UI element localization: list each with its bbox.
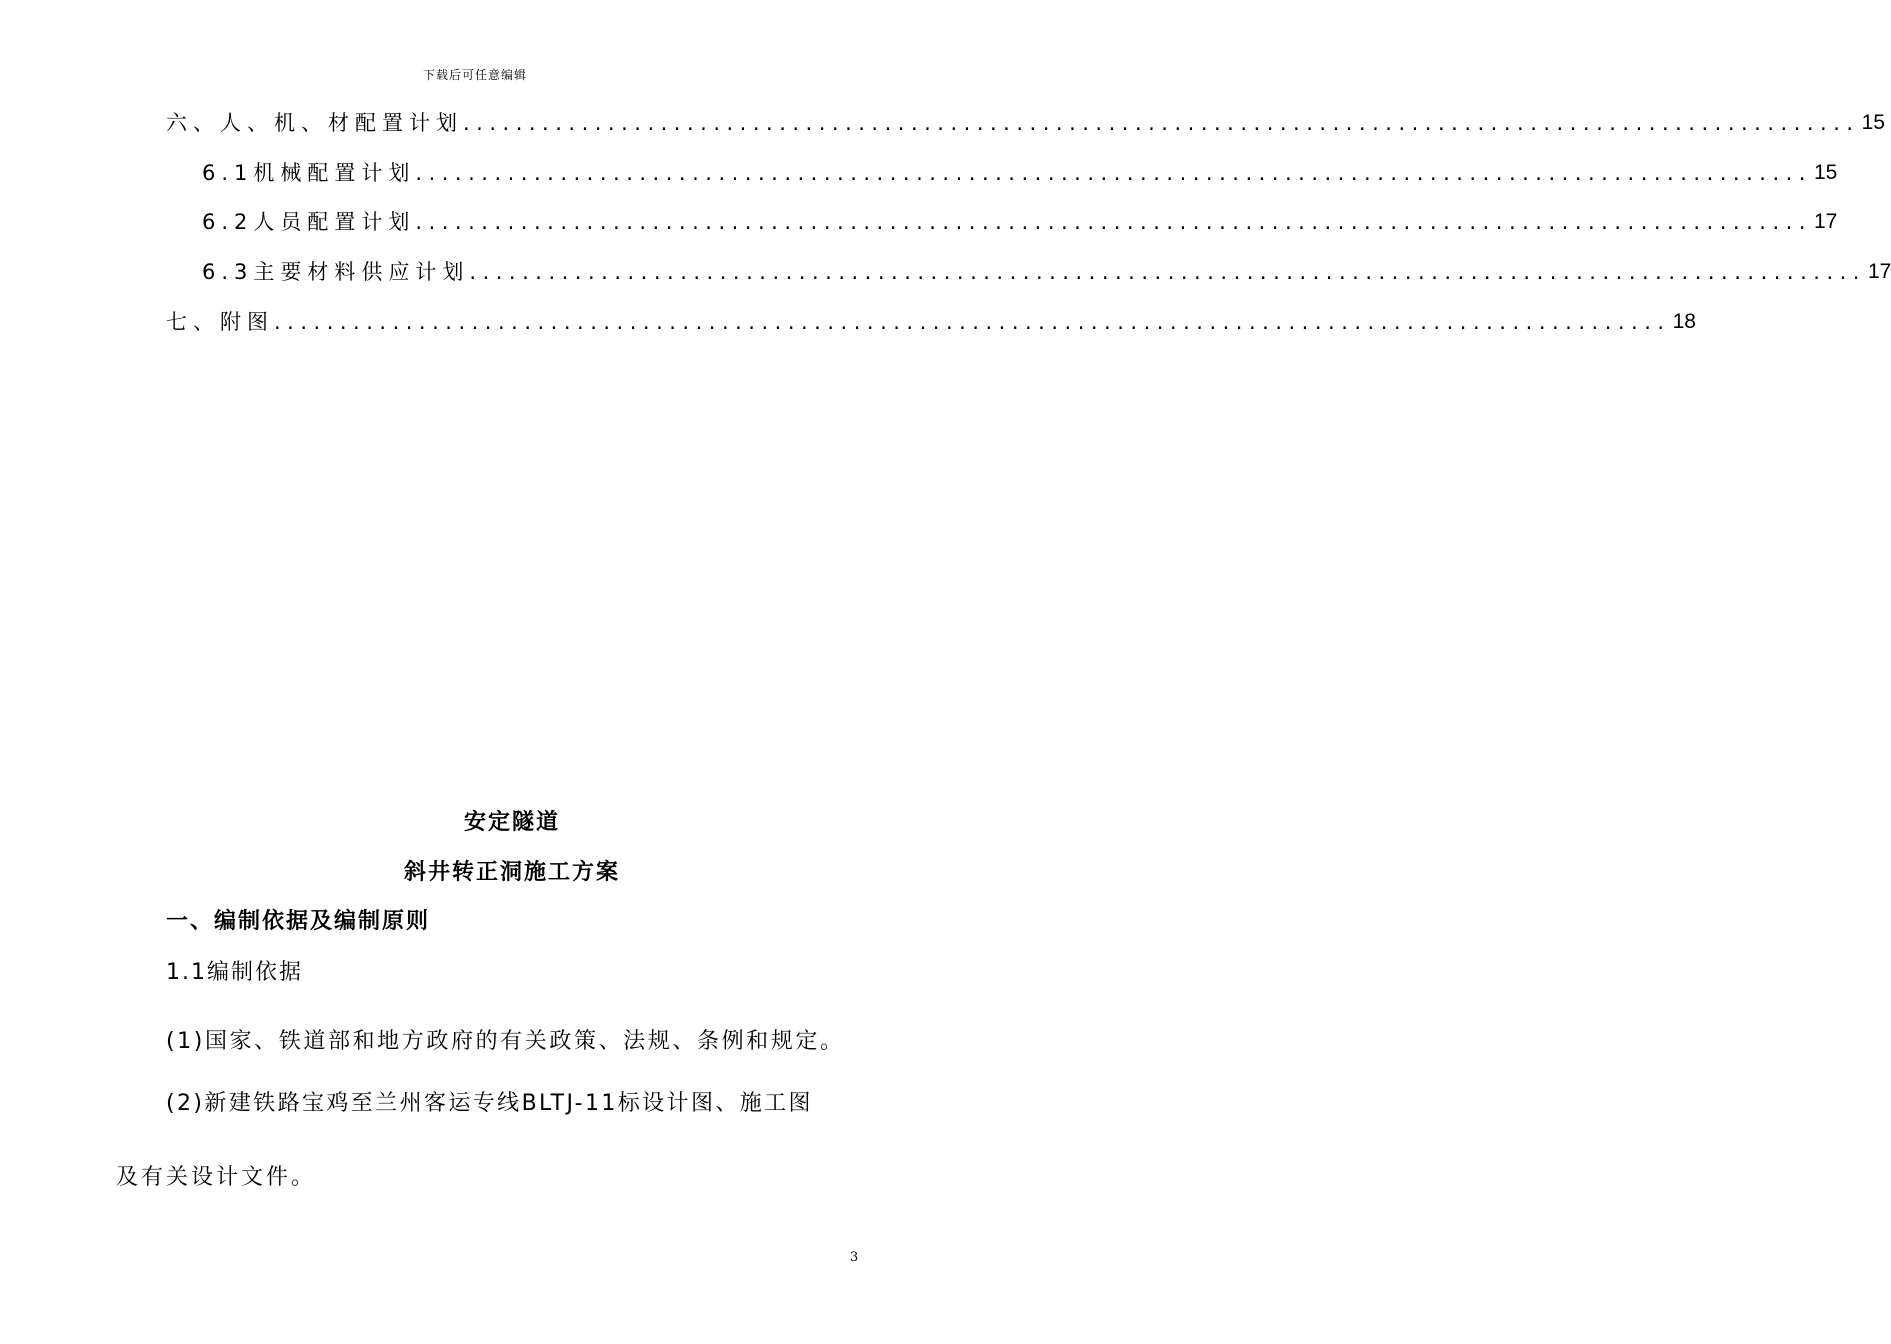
toc-entry[interactable] [202,207,1838,237]
document-subtitle: 斜井转正洞施工方案 [403,860,620,885]
toc-entry-page: 17 [1868,260,1891,283]
toc-entry-page: 18 [1672,310,1696,333]
toc-leader-dots: .......................................................................................................... [463,111,1860,135]
toc-entry-page: 17 [1814,210,1838,233]
toc-entry[interactable] [166,307,1696,337]
toc-entry-label: 七、附图 [166,310,274,334]
toc-entry-page: 15 [1814,161,1838,184]
paragraph-item-1: (1)国家、铁道部和地方政府的有关政策、法规、条例和规定。 [166,1029,845,1054]
toc-entry-label: 六、人、机、材配置计划 [166,111,463,135]
toc-entry[interactable] [166,108,1885,138]
header-note: 下载后可任意编辑 [422,68,527,82]
toc-leader-dots: .......................................................................................................... [469,260,1866,284]
toc-entry[interactable] [202,257,1891,287]
toc-entry-label: 6.2人员配置计划 [202,210,416,234]
toc-leader-dots: .......................................................................................................... [415,210,1812,234]
document-title: 安定隧道 [463,810,560,835]
toc-entry-label: 6.3主要材料供应计划 [202,260,470,284]
paragraph-item-2: (2)新建铁路宝鸡至兰州客运专线BLTJ-11标设计图、施工图 [166,1091,813,1116]
paragraph-item-2-continuation: 及有关设计文件。 [116,1165,317,1190]
page-number: 3 [850,1250,859,1265]
toc-leader-dots: .......................................................................................................... [415,161,1812,185]
toc-entry-label: 6.1机械配置计划 [202,161,416,185]
toc-entry[interactable] [202,158,1838,188]
toc-leader-dots: .......................................................................................................... [274,310,1671,334]
toc-entry-page: 15 [1861,111,1885,134]
section-heading: 一、编制依据及编制原则 [166,909,431,934]
subsection-heading: 1.1编制依据 [166,960,303,985]
